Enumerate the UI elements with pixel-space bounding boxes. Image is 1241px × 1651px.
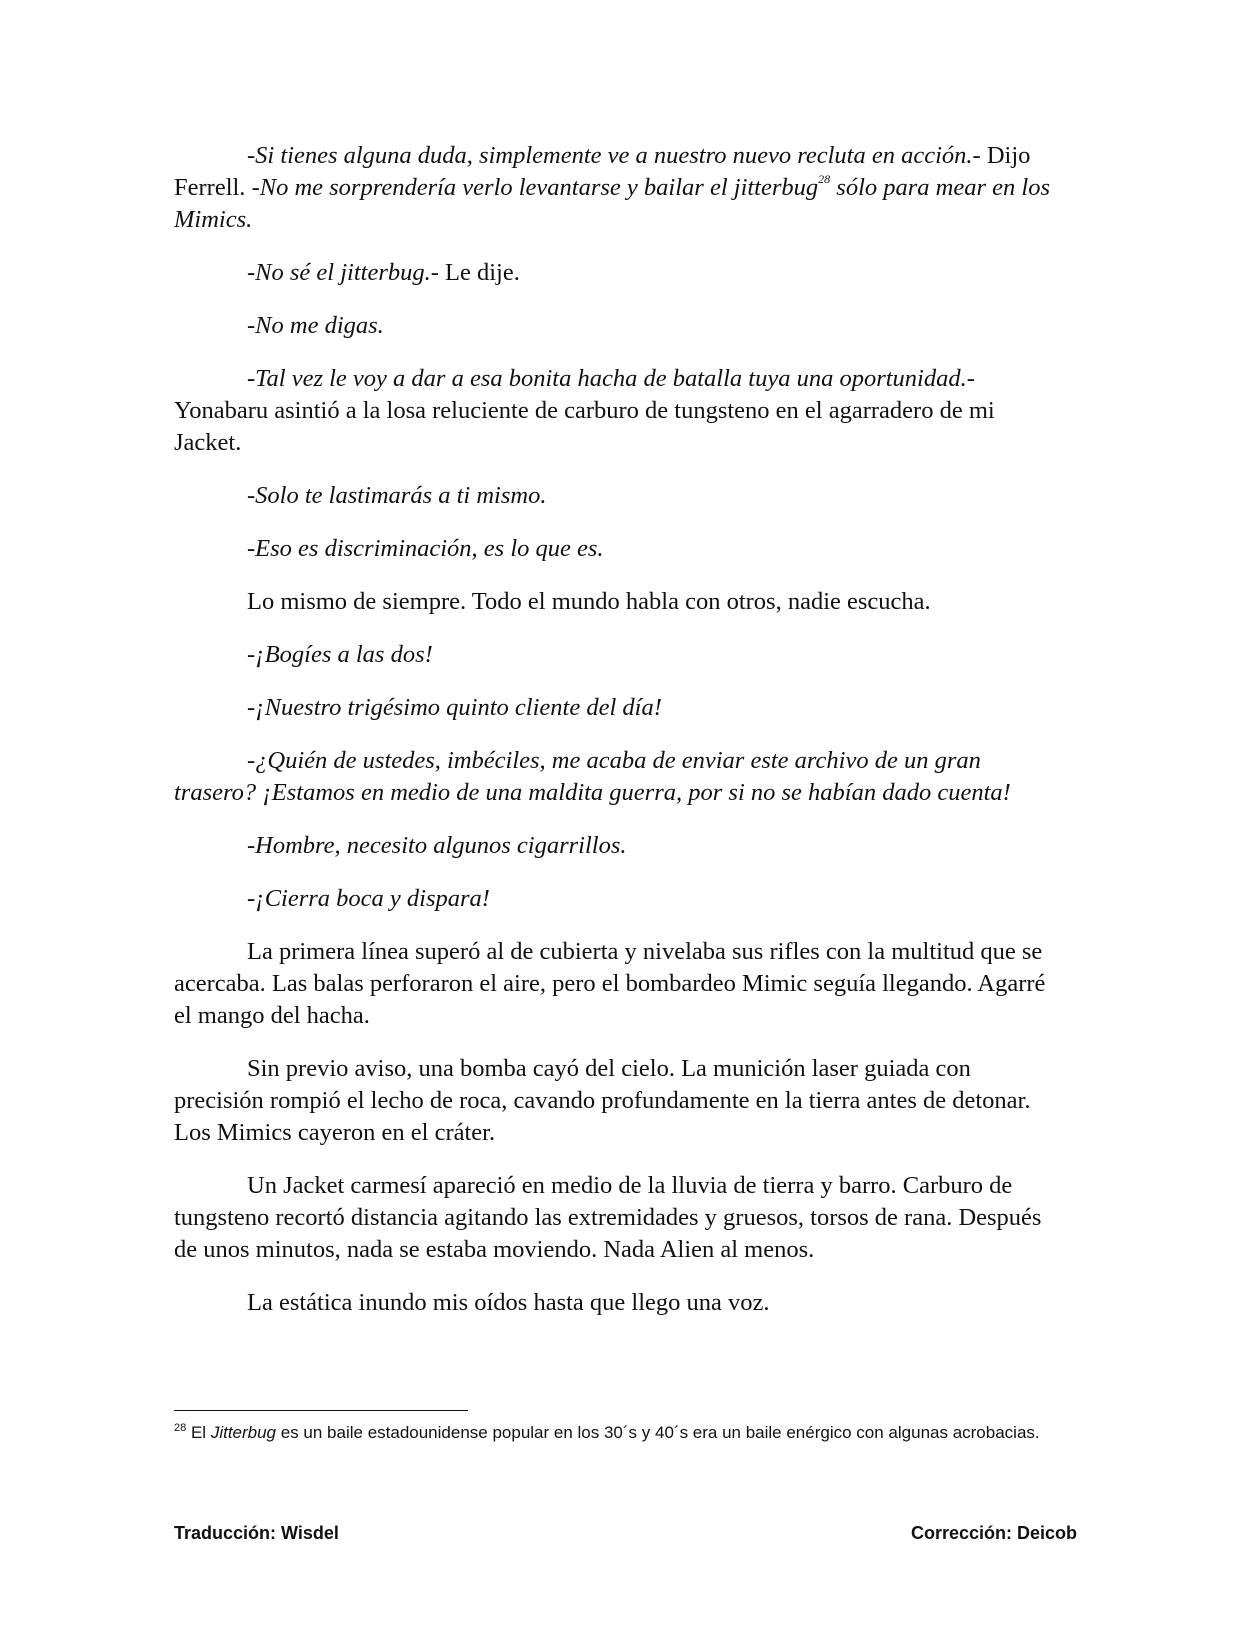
footnote-term: Jitterbug bbox=[210, 1423, 277, 1442]
narration-text: Dijo Ferrell. bbox=[174, 142, 1031, 201]
paragraph bbox=[174, 140, 1054, 236]
footnote-number: 28 bbox=[174, 1422, 187, 1434]
narration-text: Yonabaru asintió a la losa reluciente de carburo de tungsteno en el agarradero de mi Jacket. bbox=[174, 397, 995, 456]
dialog-text: -Tal vez le voy a dar a esa bonita hacha de batalla tuya una oportunidad.- bbox=[247, 365, 975, 392]
paragraph: -Solo te lastimarás a ti mismo. bbox=[247, 482, 547, 509]
footer-correction-credit: Corrección: Deicob bbox=[910, 1523, 1077, 1543]
paragraph: -Eso es discriminación, es lo que es. bbox=[247, 535, 604, 562]
footnote-text: es un baile estadounidense popular en los 30´s y 40´s era un baile enérgico con algunas acrobacias. bbox=[276, 1423, 1040, 1442]
paragraph: Lo mismo de siempre. Todo el mundo habla con otros, nadie escucha. bbox=[247, 588, 931, 615]
paragraph: -No me digas. bbox=[247, 312, 384, 339]
footnote-separator bbox=[174, 1410, 468, 1411]
paragraph: -Hombre, necesito algunos cigarrillos. bbox=[247, 832, 627, 859]
dialog-text: sólo para mear en los Mimics. bbox=[174, 174, 1050, 233]
narration-text: Le dije. bbox=[438, 259, 520, 286]
footnote bbox=[174, 1420, 1054, 1445]
paragraph: -¡Nuestro trigésimo quinto cliente del día! bbox=[247, 694, 662, 721]
footnote-text: El bbox=[186, 1423, 211, 1442]
body-text bbox=[174, 140, 1054, 1340]
dialog-text: -No me sorprendería verlo levantarse y bailar el jitterbug bbox=[251, 174, 819, 201]
paragraph: La primera línea superó al de cubierta y nivelaba sus rifles con la multitud que se acercaba. Las balas perforaron el aire, pero el bombardeo Mimic seguía llegando. Agarré el mango del hacha. bbox=[174, 938, 1046, 1029]
footnote-reference: 28 bbox=[818, 172, 831, 186]
dialog-text: -No sé el jitterbug.- bbox=[247, 259, 439, 286]
paragraph: -¡Cierra boca y dispara! bbox=[247, 885, 490, 912]
footer-translation-credit: Traducción: Wisdel bbox=[174, 1523, 339, 1543]
paragraph: Sin previo aviso, una bomba cayó del cielo. La munición laser guiada con precisión rompió el lecho de roca, cavando profundamente en la tierra antes de detonar. Los Mimics cayeron en el cráter. bbox=[174, 1055, 1031, 1146]
paragraph: La estática inundo mis oídos hasta que llego una voz. bbox=[247, 1289, 770, 1316]
paragraph bbox=[174, 363, 1054, 459]
dialog-text: -Si tienes alguna duda, simplemente ve a nuestro nuevo recluta en acción.- bbox=[247, 142, 981, 169]
paragraph: -¡Bogíes a las dos! bbox=[247, 641, 433, 668]
paragraph bbox=[174, 257, 1054, 289]
paragraph: -¿Quién de ustedes, imbéciles, me acaba de enviar este archivo de un gran trasero? ¡Estamos en medio de una maldita guerra, por si no se habían dado cuenta! bbox=[174, 747, 1011, 806]
paragraph: Un Jacket carmesí apareció en medio de la lluvia de tierra y barro. Carburo de tungsteno recortó distancia agitando las extremidades y gruesos, torsos de rana. Después de unos minutos, nada se estaba moviendo. Nada Alien al menos. bbox=[174, 1172, 1042, 1263]
